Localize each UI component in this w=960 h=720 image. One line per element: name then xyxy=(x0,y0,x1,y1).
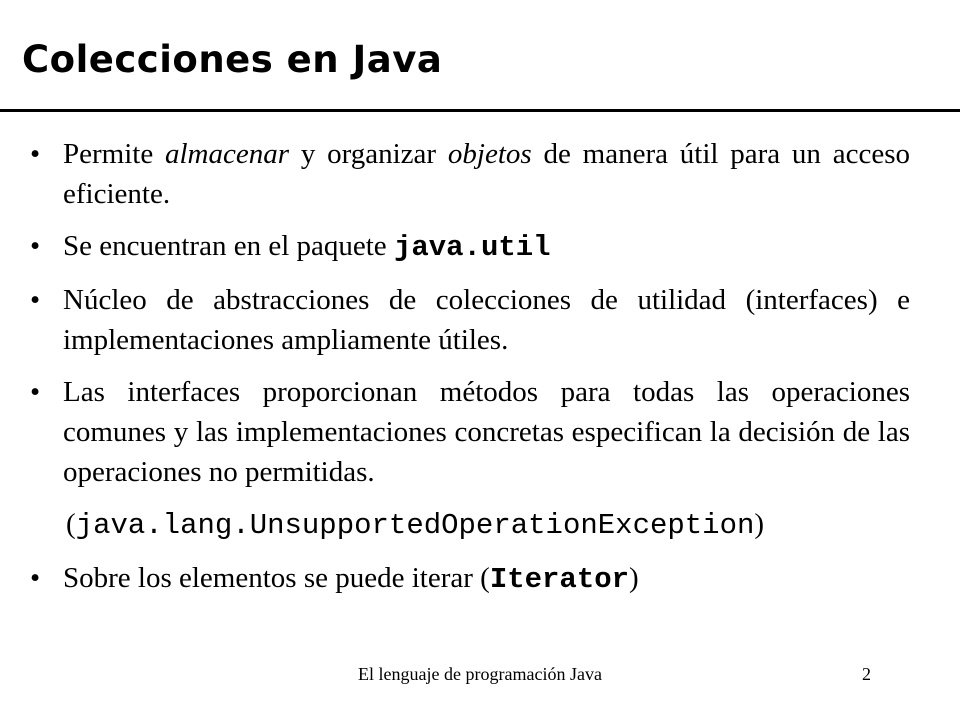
bullet-dot: • xyxy=(30,284,41,316)
bullet-item xyxy=(30,280,910,360)
bullet-text: Se encuentran en el paquete xyxy=(63,230,394,262)
bullet-item xyxy=(30,226,910,268)
bullet-list xyxy=(30,134,910,612)
bullet-dot: • xyxy=(30,562,41,594)
bullet-item xyxy=(30,558,910,600)
iterator-code: Iterator xyxy=(489,563,630,596)
bullet-text: Permite xyxy=(63,138,165,170)
bullet-text: Sobre los elementos se puede iterar ( xyxy=(63,562,490,594)
bullet-dot: • xyxy=(30,138,41,170)
bullet-text: Núcleo de abstracciones de colecciones de utilidad (interfaces) e implementaciones ampliamente útiles. xyxy=(63,284,910,356)
bullet-text: y organizar xyxy=(289,138,448,170)
bullet-text: ) xyxy=(629,562,639,594)
exception-class-code: java.lang.UnsupportedOperationException xyxy=(75,509,755,542)
bullet-item xyxy=(30,134,910,214)
exception-note xyxy=(30,504,910,546)
paren-open: ( xyxy=(66,508,76,540)
bullet-item xyxy=(30,372,910,492)
package-name-code: java.util xyxy=(393,231,551,264)
bullet-text: de manera útil para un acceso eficiente. xyxy=(63,138,910,210)
footer-title: El lenguaje de programación Java xyxy=(358,664,602,684)
page-number: 2 xyxy=(862,664,871,684)
slide-title: Colecciones en Java xyxy=(22,38,443,81)
paren-close: ) xyxy=(754,508,765,540)
emphasis-objetos: objetos xyxy=(447,138,532,170)
bullet-dot: • xyxy=(30,376,41,408)
bullet-dot: • xyxy=(30,230,41,262)
title-underline xyxy=(0,109,960,112)
emphasis-almacenar: almacenar xyxy=(165,138,290,170)
bullet-text: Las interfaces proporcionan métodos para todas las operaciones comunes y las implementaciones concretas especifican la decisión de las operaciones no permitidas. xyxy=(63,376,910,488)
